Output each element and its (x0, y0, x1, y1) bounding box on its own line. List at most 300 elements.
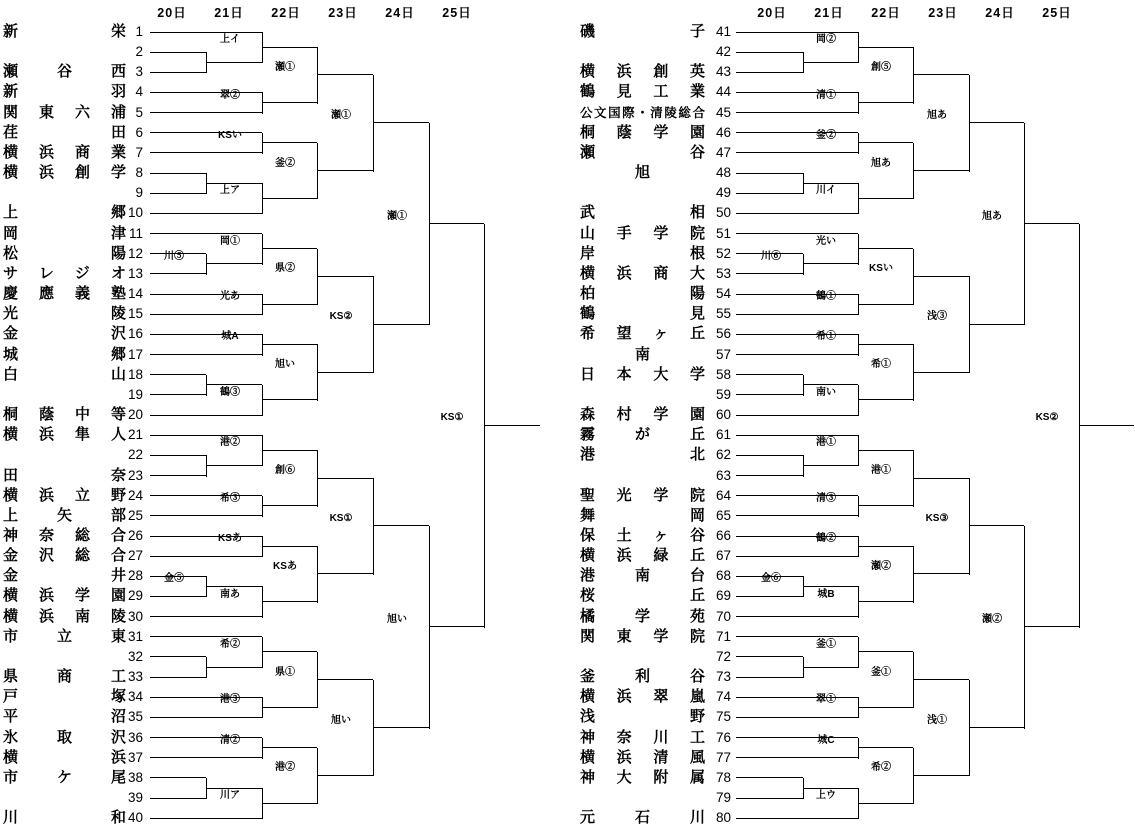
bracket-line (736, 193, 803, 194)
bracket-line (736, 415, 858, 416)
bracket-line (206, 263, 262, 264)
bracket-line (736, 394, 803, 395)
bracket-line (736, 435, 858, 436)
bracket-line (373, 727, 429, 728)
match-label: 城C (817, 734, 835, 746)
team-name: 神奈川工 (580, 728, 705, 746)
date-header: 20日 (157, 6, 187, 20)
bracket-line (262, 385, 263, 416)
team-name: サレジオ (3, 264, 126, 282)
match-label: 城B (817, 588, 835, 600)
team-name: 関東学院 (580, 627, 705, 645)
bracket-line (969, 727, 1024, 728)
team-number: 17 (127, 346, 143, 362)
match-label: 創⑥ (275, 465, 295, 477)
bracket-line (373, 324, 429, 325)
bracket-line (803, 657, 804, 678)
bracket-line (150, 596, 206, 597)
bracket-line (858, 450, 913, 451)
bracket-line (858, 133, 859, 154)
team-name: 上郷 (3, 204, 126, 222)
team-name: 鶴見工業 (580, 83, 705, 101)
team-number: 60 (715, 407, 731, 423)
team-name (580, 385, 705, 405)
team-number: 26 (127, 528, 143, 543)
bracket-line (150, 112, 262, 113)
bracket-line (736, 455, 803, 456)
team-name: 桜丘 (580, 587, 705, 605)
team-number: 74 (715, 689, 731, 705)
team-name: 鶴見 (580, 305, 705, 323)
team-name: 田奈 (3, 466, 126, 484)
team-number: 43 (715, 64, 731, 80)
team-number: 45 (715, 104, 731, 120)
team-name: 浅野 (580, 708, 705, 726)
bracket-line (736, 777, 803, 778)
bracket-line (262, 294, 263, 315)
bracket-line (262, 399, 317, 400)
team-name: 南 (634, 345, 650, 363)
bracket-line (858, 102, 913, 103)
team-number: 48 (715, 165, 731, 181)
team-number: 59 (715, 386, 731, 402)
bracket-line (803, 52, 804, 73)
bracket-line (858, 651, 913, 652)
bracket-line (858, 334, 859, 355)
bracket-line (206, 667, 262, 668)
team-number: 31 (127, 628, 143, 644)
bracket-line (317, 372, 373, 373)
team-number: 57 (715, 346, 731, 362)
team-name: 県商工 (3, 668, 126, 686)
bracket-line (736, 213, 858, 214)
bracket-line (317, 143, 318, 199)
bracket-line (262, 601, 317, 602)
bracket-line (736, 656, 803, 657)
team-name: 金沢 (3, 325, 126, 343)
match-label: 金⑤ (164, 573, 184, 585)
bracket-line (736, 596, 803, 597)
bracket-line (1079, 425, 1134, 426)
team-name: 金井 (3, 567, 126, 585)
match-label: 港② (220, 437, 240, 449)
team-name: 武相 (580, 204, 705, 222)
date-header: 25日 (1042, 6, 1072, 20)
match-label: 岡① (220, 235, 240, 247)
team-number: 35 (127, 709, 143, 725)
bracket-line (736, 515, 858, 516)
team-name: 瀬谷西 (3, 63, 126, 81)
team-number: 4 (135, 84, 143, 100)
bracket-line (858, 92, 859, 113)
match-label: 川ア (220, 790, 240, 802)
team-number: 11 (128, 225, 143, 241)
bracket-line (803, 586, 858, 587)
match-label: 港② (275, 762, 295, 774)
bracket-line (262, 142, 317, 143)
team-number: 41 (715, 24, 731, 39)
date-header: 22日 (871, 6, 901, 20)
team-number: 23 (127, 467, 143, 483)
bracket-line (484, 425, 540, 426)
date-header: 22日 (271, 6, 301, 20)
bracket-line (150, 798, 206, 799)
bracket-line (317, 573, 373, 574)
team-name (580, 183, 705, 203)
match-label: 清① (816, 89, 836, 101)
bracket-line (150, 415, 262, 416)
date-header: 21日 (814, 6, 844, 20)
match-label: 旭い (275, 359, 295, 371)
team-name: 岡津 (3, 224, 126, 242)
match-label: 瀬② (871, 560, 891, 572)
date-header: 23日 (928, 6, 958, 20)
match-label: 港① (816, 437, 836, 449)
team-number: 67 (715, 548, 731, 564)
match-label: 上ア (220, 185, 240, 197)
team-name: 市ケ尾 (3, 768, 126, 786)
bracket-line (736, 818, 858, 819)
team-name: 白山 (3, 365, 126, 383)
bracket-line (262, 803, 317, 804)
match-label: 希② (220, 638, 240, 650)
match-label: KS① (329, 512, 353, 524)
bracket-line (913, 573, 969, 574)
bracket-line (736, 72, 803, 73)
bracket-line (736, 556, 858, 557)
team-name: 横浜緑丘 (580, 547, 705, 565)
match-label: KS② (329, 311, 353, 323)
team-number: 61 (715, 427, 731, 443)
bracket-line (150, 72, 206, 73)
team-name (580, 788, 705, 808)
date-header: 23日 (328, 6, 358, 20)
team-number: 47 (715, 144, 731, 160)
bracket-line (858, 788, 859, 819)
bracket-line (262, 505, 317, 506)
team-number: 10 (127, 205, 143, 221)
bracket-line (317, 450, 318, 506)
team-number: 78 (715, 769, 731, 785)
team-name: 港南台 (580, 567, 705, 585)
match-label: 南あ (220, 588, 240, 600)
bracket-line (736, 173, 803, 174)
team-name: 横浜清風 (580, 748, 705, 766)
team-number: 33 (127, 669, 143, 685)
date-header: 24日 (385, 6, 415, 20)
match-label: 翠① (816, 694, 836, 706)
match-label: 希② (871, 762, 891, 774)
match-label: 南い (816, 386, 836, 398)
team-number: 53 (715, 265, 731, 281)
team-name: 柏陽 (580, 285, 705, 303)
team-number: 20 (127, 407, 143, 423)
match-label: 釜② (816, 129, 836, 141)
team-name: 公文国際・清陵総合 (580, 105, 705, 120)
team-name: 瀬谷 (580, 143, 705, 161)
bracket-line (969, 324, 1024, 325)
bracket-line (206, 62, 262, 63)
bracket-line (150, 314, 262, 315)
bracket-line (150, 475, 206, 476)
bracket-line (262, 32, 263, 63)
team-name: 日本大学 (580, 365, 705, 383)
team-name: 横浜創英 (580, 63, 705, 81)
team-name: 桐蔭中等 (3, 406, 126, 424)
match-label: 上ウ (816, 790, 836, 802)
bracket-line (262, 788, 263, 819)
team-name (3, 385, 126, 405)
team-name: 横浜立野 (3, 486, 126, 504)
team-name: 新羽 (3, 83, 126, 101)
team-name: 横浜南陵 (3, 607, 126, 625)
team-number: 16 (127, 326, 143, 342)
team-name (3, 445, 126, 465)
team-name: 聖光学院 (580, 486, 705, 504)
bracket-line (858, 496, 859, 517)
team-number: 44 (715, 84, 731, 100)
team-number: 68 (715, 568, 731, 584)
team-number: 66 (715, 528, 731, 543)
team-name (3, 788, 126, 808)
team-number: 46 (715, 124, 731, 140)
bracket-line (373, 122, 429, 123)
bracket-line (858, 198, 913, 199)
bracket-line (803, 667, 858, 668)
bracket-line (803, 465, 858, 466)
bracket-line (262, 546, 317, 547)
bracket-line (913, 450, 914, 506)
bracket-line (858, 637, 859, 668)
bracket-line (373, 276, 374, 373)
bracket-line (317, 74, 373, 75)
bracket-line (317, 478, 373, 479)
team-name: 横浜 (3, 748, 126, 766)
match-label: 光い (816, 235, 836, 247)
bracket-line (1024, 223, 1079, 224)
bracket-line (913, 652, 914, 708)
bracket-line (858, 385, 859, 416)
team-number: 13 (127, 265, 143, 281)
bracket-line (969, 122, 1024, 123)
bracket-line (150, 152, 262, 153)
bracket-line (736, 112, 858, 113)
bracket-line (969, 276, 970, 373)
team-number: 22 (127, 447, 143, 463)
team-number: 34 (127, 689, 143, 705)
bracket-line (1024, 123, 1025, 326)
bracket-line (913, 47, 914, 103)
bracket-line (206, 455, 207, 476)
bracket-line (373, 478, 374, 575)
bracket-line (262, 133, 263, 154)
match-label: 県② (275, 263, 295, 275)
match-label: 瀬② (982, 613, 1002, 625)
bracket-line (913, 546, 914, 602)
team-name (3, 647, 126, 667)
team-name: 横浜商大 (580, 264, 705, 282)
bracket-line (317, 652, 318, 708)
bracket-line (262, 738, 263, 759)
bracket-line (206, 586, 262, 587)
team-name: 金沢総合 (3, 547, 126, 565)
team-name: 横浜商業 (3, 143, 126, 161)
match-label: KSい (869, 263, 893, 275)
team-number: 79 (715, 790, 731, 806)
bracket-line (317, 546, 318, 602)
team-name: 神大附属 (580, 768, 705, 786)
match-label: 県① (275, 666, 295, 678)
bracket-line (150, 757, 262, 758)
bracket-line (858, 344, 913, 345)
match-label: 光あ (220, 291, 240, 303)
team-name: 舞岡 (580, 506, 705, 524)
team-number: 54 (715, 286, 731, 302)
bracket-line (262, 450, 317, 451)
team-name: 山手学院 (580, 224, 705, 242)
team-number: 21 (127, 427, 143, 443)
bracket-line (150, 717, 262, 718)
bracket-line (150, 233, 262, 234)
bracket-line (913, 143, 914, 199)
bracket-line (858, 399, 913, 400)
team-number: 1 (135, 24, 143, 39)
match-label: 城A (221, 331, 239, 343)
team-number: 27 (127, 548, 143, 564)
match-label: 旭い (387, 613, 407, 625)
team-number: 24 (127, 487, 143, 503)
bracket-line (803, 183, 858, 184)
bracket-line (858, 142, 913, 143)
team-name: 川和 (3, 809, 126, 827)
team-number: 49 (715, 185, 731, 201)
team-name: 横浜翠嵐 (580, 688, 705, 706)
match-label: 岡② (816, 34, 836, 46)
bracket-line (803, 254, 804, 275)
team-number: 3 (135, 64, 143, 80)
match-label: 翠② (220, 89, 240, 101)
bracket-line (150, 213, 262, 214)
match-label: 川⑥ (761, 250, 781, 262)
team-number: 76 (715, 729, 731, 745)
bracket-line (150, 818, 262, 819)
bracket-line (736, 374, 803, 375)
bracket-line (913, 679, 969, 680)
team-number: 18 (127, 366, 143, 382)
bracket-line (803, 455, 804, 476)
team-number: 6 (135, 124, 143, 140)
match-label: KSあ (273, 560, 297, 572)
team-number: 58 (715, 366, 731, 382)
bracket-line (262, 334, 263, 355)
team-name: 旭 (634, 164, 650, 182)
bracket-line (150, 273, 206, 274)
team-number: 42 (715, 44, 731, 60)
match-label: 瀬① (275, 61, 295, 73)
bracket-line (262, 707, 317, 708)
match-label: 旭あ (982, 210, 1002, 222)
team-name (580, 647, 705, 667)
bracket-line (1024, 626, 1079, 627)
team-number: 55 (715, 306, 731, 322)
team-number: 9 (135, 185, 143, 201)
bracket-line (206, 657, 207, 678)
team-name: 松陽 (3, 244, 126, 262)
match-label: 港③ (220, 694, 240, 706)
team-number: 25 (127, 507, 143, 523)
team-name: 釜利谷 (580, 668, 705, 686)
bracket-line (373, 525, 429, 526)
bracket-line (913, 372, 969, 373)
team-name: 元石川 (580, 809, 705, 827)
bracket-line (317, 748, 318, 804)
match-label: 希① (816, 331, 836, 343)
bracket-line (317, 249, 318, 305)
team-number: 12 (127, 245, 143, 261)
team-name: 横浜隼人 (3, 426, 126, 444)
bracket-line (262, 304, 317, 305)
match-label: 金⑥ (761, 573, 781, 585)
team-number: 30 (127, 608, 143, 624)
match-label: 釜① (816, 638, 836, 650)
team-number: 72 (715, 648, 731, 664)
team-number: 80 (715, 810, 731, 826)
team-name: 戸塚 (3, 688, 126, 706)
team-name: 磯子 (580, 23, 705, 40)
team-number: 7 (135, 144, 143, 160)
bracket-line (150, 515, 262, 516)
bracket-line (150, 374, 206, 375)
match-label: 創⑤ (871, 61, 891, 73)
team-name: 希望ヶ丘 (580, 325, 705, 343)
bracket-line (150, 777, 206, 778)
team-name: 氷取沢 (3, 728, 126, 746)
bracket-line (858, 803, 913, 804)
bracket-line (429, 123, 430, 326)
bracket-line (969, 478, 970, 575)
bracket-line (262, 102, 317, 103)
bracket-line (736, 677, 803, 678)
bracket-line (150, 556, 262, 557)
bracket-line (262, 651, 317, 652)
team-number: 38 (127, 769, 143, 785)
bracket-line (150, 32, 262, 33)
bracket-line (736, 233, 858, 234)
team-name: 横浜学園 (3, 587, 126, 605)
bracket-line (858, 505, 913, 506)
team-name: 港北 (580, 446, 705, 464)
bracket-line (317, 276, 373, 277)
match-label: 瀬① (331, 109, 351, 121)
team-name: 新栄 (3, 23, 126, 40)
team-number: 50 (715, 205, 731, 221)
bracket-line (150, 173, 206, 174)
team-name: 岸根 (580, 244, 705, 262)
bracket-line (858, 304, 913, 305)
bracket-line (206, 254, 207, 275)
bracket-line (262, 198, 317, 199)
match-label: 浅③ (927, 311, 947, 323)
bracket-line (858, 546, 913, 547)
team-number: 75 (715, 709, 731, 725)
bracket-line (429, 626, 484, 627)
bracket-line (858, 601, 913, 602)
team-number: 70 (715, 608, 731, 624)
team-number: 69 (715, 588, 731, 604)
team-number: 15 (127, 306, 143, 322)
bracket-line (913, 478, 969, 479)
team-name: 光陵 (3, 305, 126, 323)
